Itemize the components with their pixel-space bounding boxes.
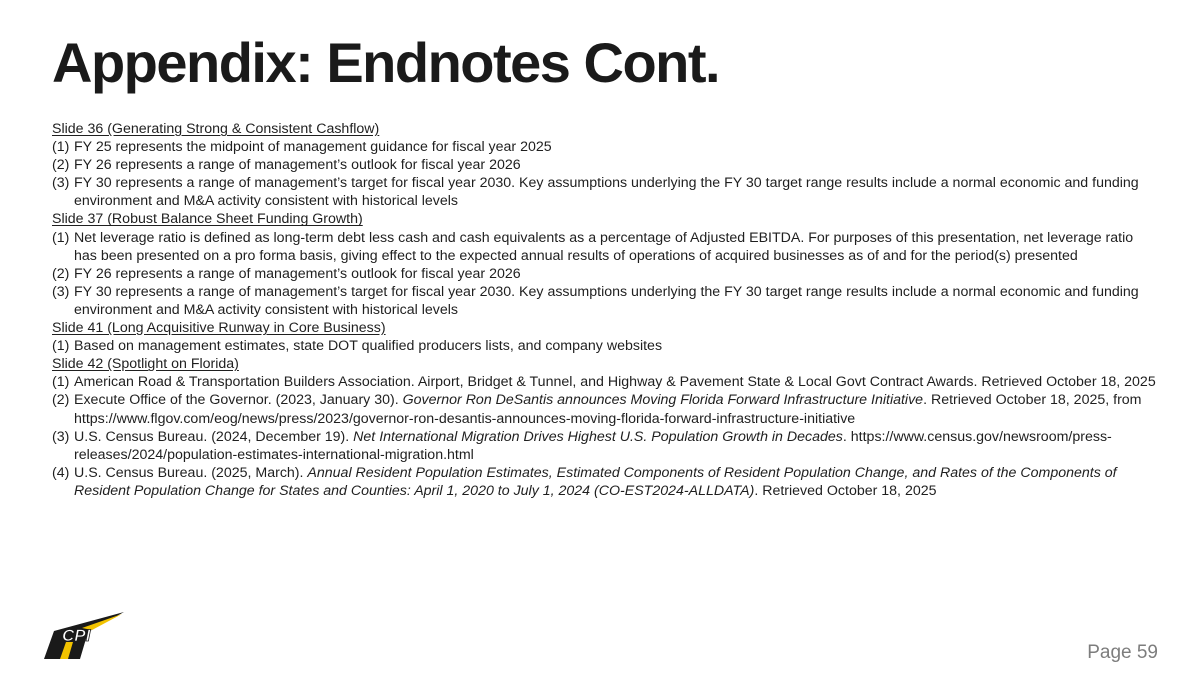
page-number: Page 59 bbox=[1087, 642, 1158, 663]
endnote-item bbox=[52, 174, 1157, 210]
endnote-item bbox=[52, 428, 1157, 464]
endnote-item bbox=[52, 138, 1157, 156]
endnote-item bbox=[52, 337, 1157, 355]
endnote-text bbox=[74, 337, 1157, 355]
endnote-text-run: FY 30 represents a range of management’s target for fiscal year 2030. Key assumptions underlying the FY 30 target range results include a normal economic and funding environment and M&A activity consistent with historical levels bbox=[74, 283, 1139, 318]
endnote-number: (2) bbox=[52, 392, 70, 409]
endnote-text bbox=[74, 138, 1157, 156]
endnote-item bbox=[52, 464, 1157, 500]
cpi-logo bbox=[40, 608, 128, 662]
endnote-text bbox=[74, 156, 1157, 174]
endnote-number: (3) bbox=[52, 428, 70, 445]
endnote-text bbox=[74, 265, 1157, 283]
endnote-text-run: U.S. Census Bureau. (2025, March). bbox=[74, 464, 308, 481]
endnote-number: (1) bbox=[52, 338, 70, 355]
endnote-text-run: . https://www.census.gov/newsroom/press-releases/2024/population-estimates-international-migration.html bbox=[74, 428, 1112, 463]
endnote-title-italic: Annual Resident Population Estimates, Estimated Components of Resident Population Change, and Rates of the Components of Resident Population Change for States and Counties: April 1, 2020 to July 1, 2024 (CO-EST2024-ALLDATA) bbox=[74, 464, 1117, 499]
endnote-text-run: American Road & Transportation Builders Association. Airport, Bridget & Tunnel, and Highway & Pavement State & Local Govt Contract Awards. Retrieved October 18, 2025 bbox=[74, 374, 1156, 391]
page-title: Appendix: Endnotes Cont. bbox=[52, 31, 720, 94]
endnote-number: (4) bbox=[52, 464, 70, 481]
section-heading: Slide 37 (Robust Balance Sheet Funding Growth) bbox=[52, 211, 363, 228]
endnote-number: (2) bbox=[52, 265, 70, 282]
endnote-text-run: FY 25 represents the midpoint of management guidance for fiscal year 2025 bbox=[74, 139, 552, 156]
endnote-item bbox=[52, 391, 1157, 427]
endnote-title-italic: Net International Migration Drives Highest U.S. Population Growth in Decades bbox=[353, 428, 843, 445]
logo-text: CPI bbox=[62, 626, 91, 645]
endnote-number: (3) bbox=[52, 175, 70, 192]
section-heading: Slide 42 (Spotlight on Florida) bbox=[52, 356, 239, 373]
endnote-text-run: . Retrieved October 18, 2025, from https://www.flgov.com/eog/news/press/2023/governor-ron-desantis-announces-moving-florida-forward-infrastructure-initiative bbox=[74, 392, 1142, 427]
endnote-text-run: Based on management estimates, state DOT qualified producers lists, and company websites bbox=[74, 338, 663, 355]
endnote-text bbox=[74, 391, 1157, 427]
endnote-text-run: FY 30 represents a range of management’s target for fiscal year 2030. Key assumptions underlying the FY 30 target range results include a normal economic and funding environment and M&A activity consistent with historical levels bbox=[74, 175, 1139, 210]
section-heading: Slide 36 (Generating Strong & Consistent Cashflow) bbox=[52, 121, 380, 137]
endnote-text bbox=[74, 174, 1157, 210]
endnote-item bbox=[52, 283, 1157, 319]
endnote-number: (1) bbox=[52, 374, 70, 391]
endnote-number: (1) bbox=[52, 139, 70, 156]
section-heading: Slide 41 (Long Acquisitive Runway in Core Business) bbox=[52, 320, 386, 337]
endnote-item bbox=[52, 229, 1157, 265]
endnote-text-run: FY 26 represents a range of management’s outlook for fiscal year 2026 bbox=[74, 265, 521, 282]
endnote-text bbox=[74, 428, 1157, 464]
endnote-text bbox=[74, 283, 1157, 319]
endnote-text-run: U.S. Census Bureau. (2024, December 19). bbox=[74, 428, 354, 445]
endnote-text-run: Net leverage ratio is defined as long-term debt less cash and cash equivalents as a percentage of Adjusted EBITDA. For purposes of this presentation, net leverage ratio has been presented on a pro forma basis, giving effect to the expected annual results of operations of acquired businesses as of and for the period(s) presented bbox=[74, 229, 1134, 264]
endnotes-list bbox=[52, 120, 1157, 500]
endnote-text bbox=[74, 464, 1157, 500]
endnote-text-run: Execute Office of the Governor. (2023, January 30). bbox=[74, 392, 403, 409]
endnote-item bbox=[52, 265, 1157, 283]
endnote-number: (2) bbox=[52, 157, 70, 174]
endnote-text bbox=[74, 373, 1157, 391]
endnote-text-run: . Retrieved October 18, 2025 bbox=[754, 482, 937, 499]
endnote-text bbox=[74, 229, 1157, 265]
endnote-number: (1) bbox=[52, 229, 70, 246]
endnote-text-run: FY 26 represents a range of management’s outlook for fiscal year 2026 bbox=[74, 157, 521, 174]
endnote-item bbox=[52, 156, 1157, 174]
endnote-title-italic: Governor Ron DeSantis announces Moving Florida Forward Infrastructure Initiative bbox=[402, 392, 924, 409]
endnote-number: (3) bbox=[52, 283, 70, 300]
endnote-item bbox=[52, 373, 1157, 391]
